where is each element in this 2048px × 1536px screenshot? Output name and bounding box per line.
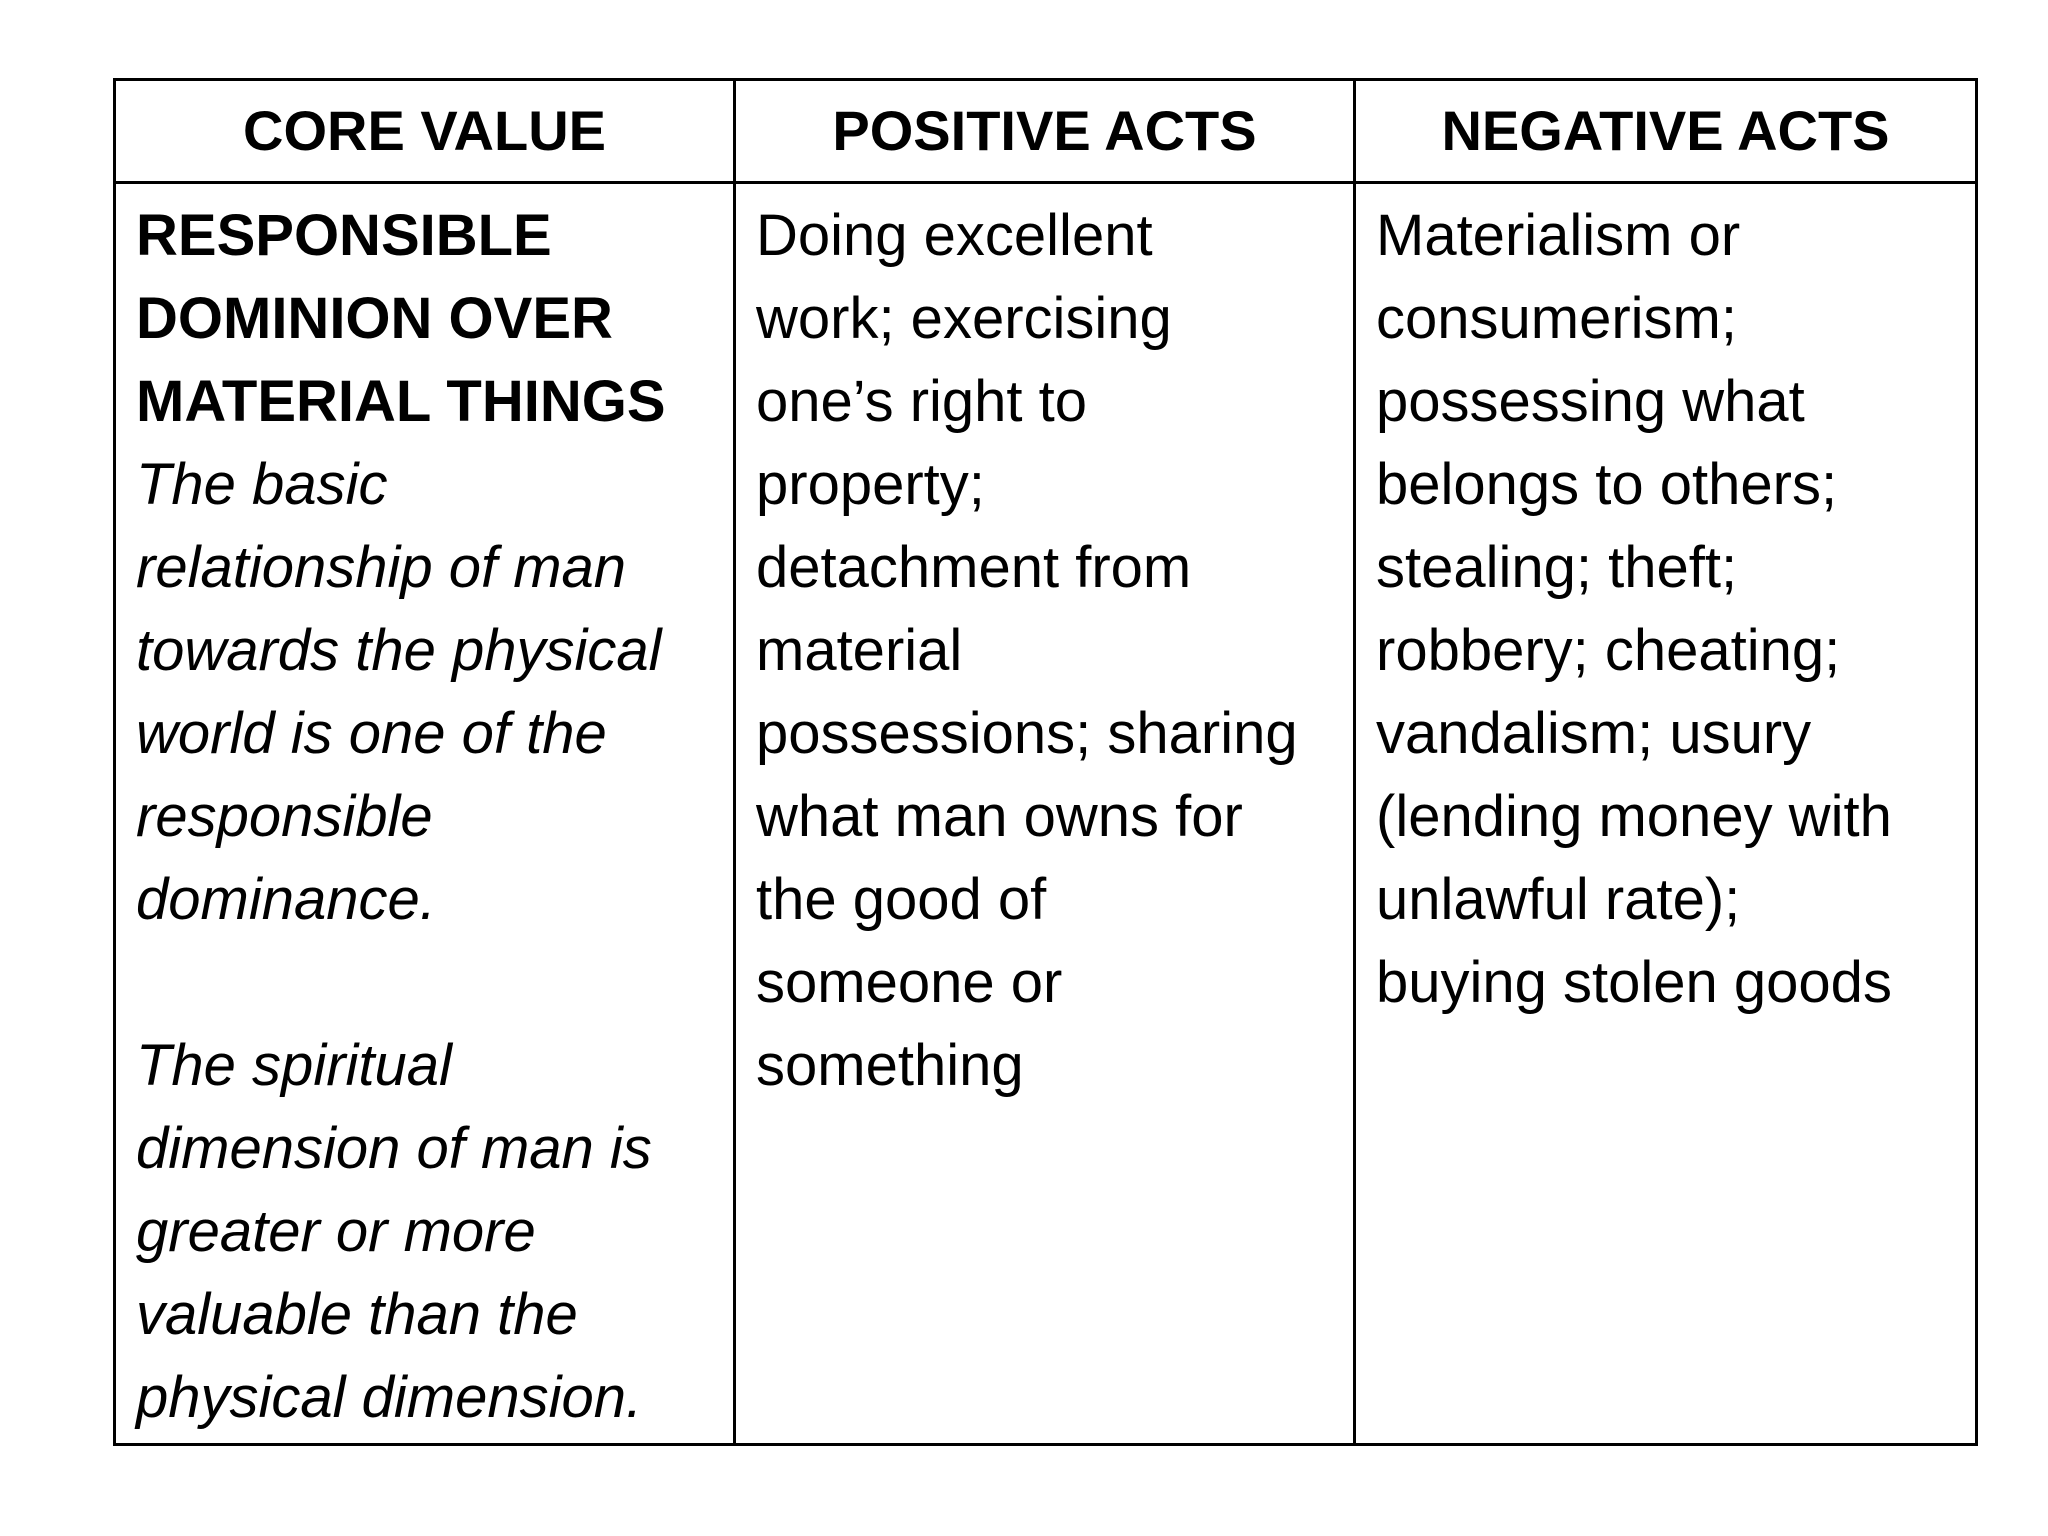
positive-acts-cell bbox=[735, 183, 1355, 1445]
table-row bbox=[115, 183, 1977, 1445]
core-values-table bbox=[113, 78, 1978, 1446]
negative-acts-text: Materialism or consumerism; possessing what belongs to others; stealing; theft; robbery; cheating; vandalism; usury (lending money with unlawful rate); buying stolen goods bbox=[1376, 203, 1892, 1015]
negative-acts-cell bbox=[1355, 183, 1977, 1445]
core-value-title: RESPONSIBLE DOMINION OVER MATERIAL THINGS bbox=[136, 203, 666, 434]
positive-acts-text: Doing excellent work; exercising one’s right to property; detachment from material possessions; sharing what man owns for the good of someone or something bbox=[756, 203, 1298, 1098]
header-negative-acts: NEGATIVE ACTS bbox=[1355, 80, 1977, 183]
paragraph-spacer bbox=[136, 941, 719, 1024]
table-header-row bbox=[115, 80, 1977, 183]
core-value-cell bbox=[115, 183, 735, 1445]
header-core-value: CORE VALUE bbox=[115, 80, 735, 183]
core-value-description-1: The basic relationship of man towards the physical world is one of the responsible dominance. bbox=[136, 452, 662, 932]
header-positive-acts: POSITIVE ACTS bbox=[735, 80, 1355, 183]
core-value-description-2: The spiritual dimension of man is greater or more valuable than the physical dimension. bbox=[136, 1033, 652, 1430]
